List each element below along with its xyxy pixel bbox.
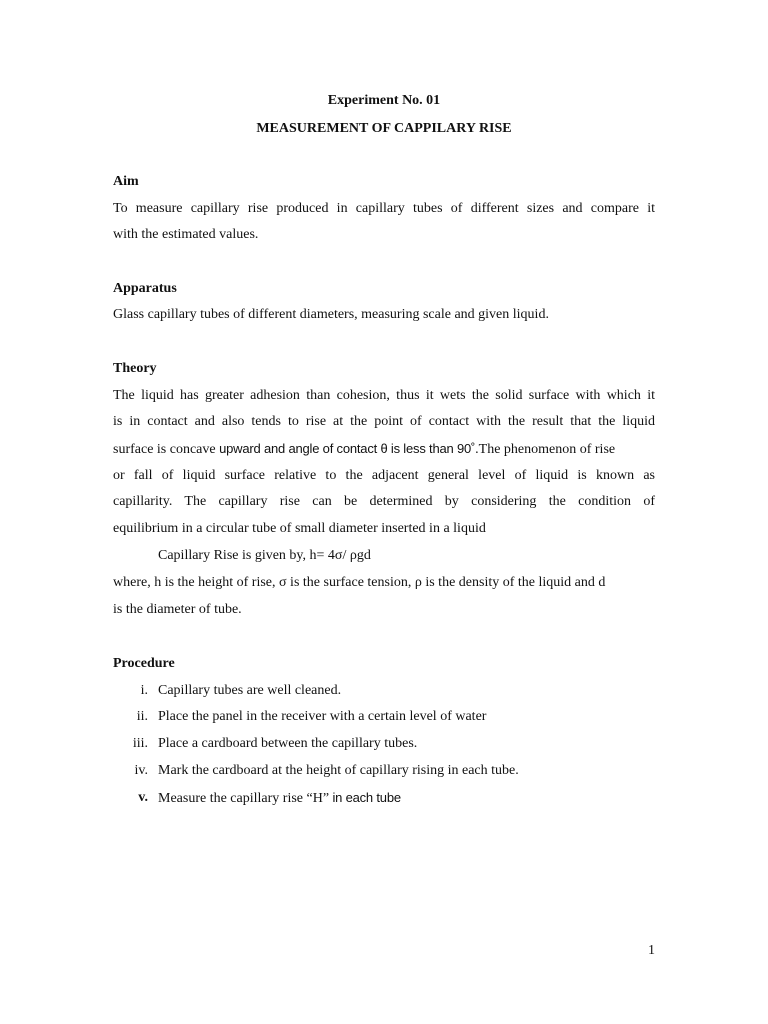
theory-line-3 xyxy=(113,441,615,458)
step-text xyxy=(158,790,401,807)
theory-line-3-part-b: upward and angle of contact θ is less than 90˚ xyxy=(219,441,476,456)
theory-line-6: equilibrium in a circular tube of small diameter inserted in a liquid xyxy=(113,521,486,536)
page-number: 1 xyxy=(648,943,655,958)
step-number: iii. xyxy=(132,736,148,751)
theory-line-5: capillarity. The capillary rise can be determined by considering the condition of xyxy=(113,494,655,509)
theory-line-3-part-a: surface is concave xyxy=(113,442,220,457)
theory-line-2: is in contact and also tends to rise at the point of contact with the result that the liquid xyxy=(113,414,655,429)
theory-where-line-2: is the diameter of tube. xyxy=(113,602,242,617)
step-number: iv. xyxy=(134,763,148,778)
capillary-rise-formula: Capillary Rise is given by, h= 4σ/ ρgd xyxy=(158,548,371,563)
step-text: Capillary tubes are well cleaned. xyxy=(158,683,342,698)
step-number: i. xyxy=(140,683,148,698)
step-text: Place the panel in the receiver with a certain level of water xyxy=(158,709,487,724)
apparatus-text: Glass capillary tubes of different diameters, measuring scale and given liquid. xyxy=(113,307,549,322)
aim-line-1: To measure capillary rise produced in capillary tubes of different sizes and compare it xyxy=(113,201,655,216)
experiment-number: Experiment No. 01 xyxy=(327,93,441,108)
step-text-part-a: Measure the capillary rise “H” xyxy=(158,791,330,806)
theory-heading: Theory xyxy=(113,361,157,376)
step-text: Mark the cardboard at the height of capillary rising in each tube. xyxy=(158,763,519,778)
aim-heading: Aim xyxy=(113,174,139,189)
document-title: MEASUREMENT OF CAPPILARY RISE xyxy=(256,121,512,136)
aim-line-2: with the estimated values. xyxy=(113,227,259,242)
step-text-part-b: in each tube xyxy=(329,790,401,805)
step-text: Place a cardboard between the capillary tubes. xyxy=(158,736,418,751)
step-number: ii. xyxy=(136,709,148,724)
step-number: v. xyxy=(138,790,148,805)
theory-line-4: or fall of liquid surface relative to the adjacent general level of liquid is known as xyxy=(113,468,655,483)
theory-line-1: The liquid has greater adhesion than cohesion, thus it wets the solid surface with which it xyxy=(113,388,655,403)
theory-where-line-1: where, h is the height of rise, σ is the surface tension, ρ is the density of the liquid and d xyxy=(113,575,606,590)
procedure-heading: Procedure xyxy=(113,656,175,671)
apparatus-heading: Apparatus xyxy=(113,281,177,296)
theory-line-3-part-c: .The phenomenon of rise xyxy=(475,442,616,457)
